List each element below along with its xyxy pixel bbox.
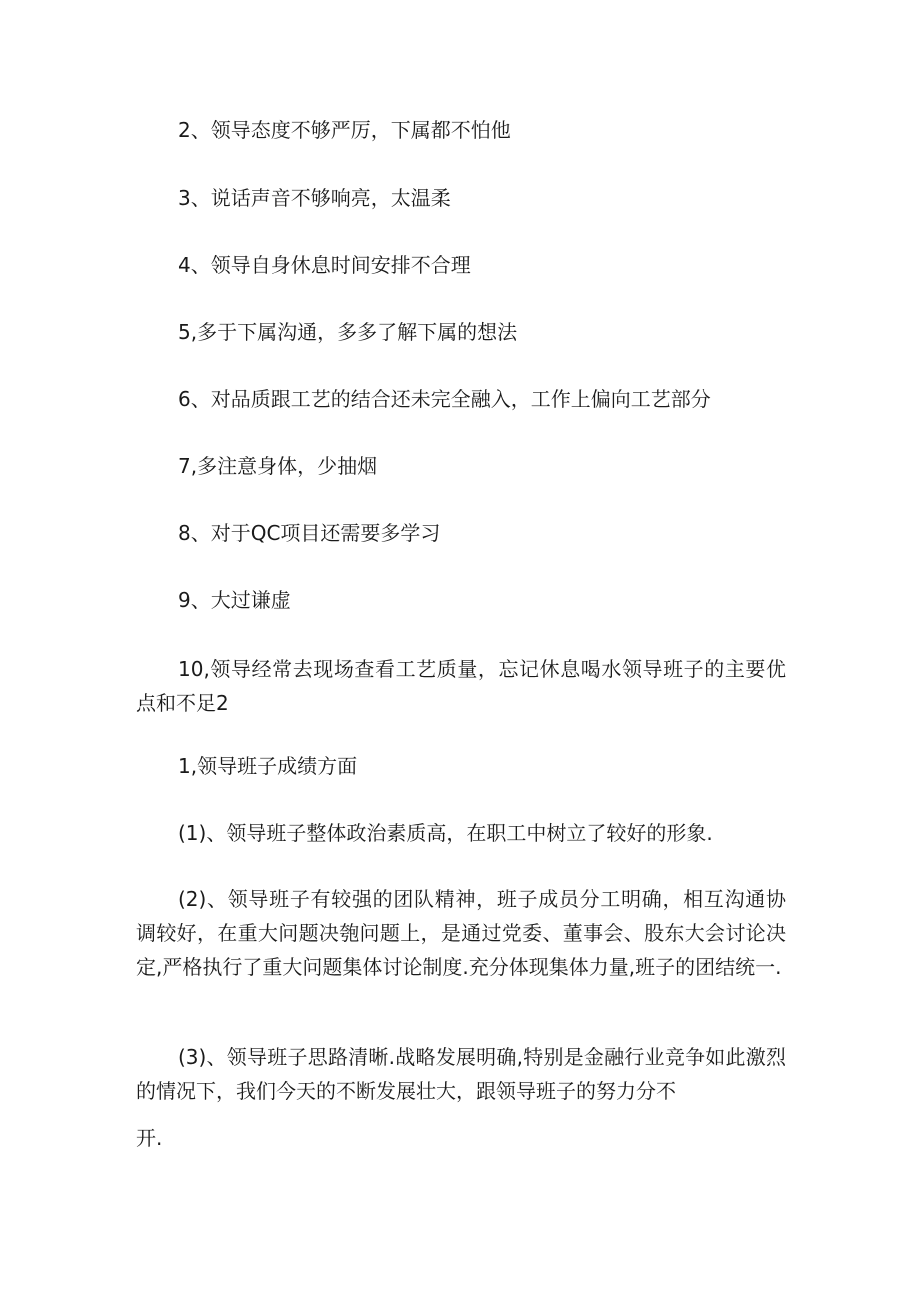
list-item-8: 8、对于QC项目还需要多学习: [178, 521, 441, 545]
list-item-7: 7,多注意身体，少抽烟: [178, 454, 378, 478]
list-item-3: 3、说话声音不够响亮，太温柔: [178, 186, 451, 210]
sub-item-1: (1)、领导班子整体政治素质高，在职工中树立了较好的形象.: [178, 821, 713, 845]
sub-item-3: (3)、领导班子思路清晰.战略发展明确,特别是金融行业竞争如此激烈的情况下，我们今天的不断发展壮大，跟领导班子的努力分不: [136, 1045, 786, 1103]
paragraph-10: 10,领导经常去现场查看工艺质量，忘记休息喝水领导班子的主要优点和不足2: [136, 657, 786, 715]
list-item-2: 2、领导态度不够严厉，下属都不怕他: [178, 118, 511, 142]
sub-item-2: (2)、领导班子有较强的团队精神，班子成员分工明确，相互沟通协调较好，在重大问题决匏问题上，是通过党委、董事会、股东大会讨论决定,严格执行了重大问题集体讨论制度.充分体现集体力量,班子的团结统一.: [136, 887, 786, 979]
list-item-5: 5,多于下属沟通，多多了解下属的想法: [178, 320, 518, 344]
tail-text: 开.: [136, 1126, 163, 1150]
list-item-9: 9、大过谦虚: [178, 588, 291, 612]
section-heading: 1,领导班子成绩方面: [178, 754, 358, 778]
list-item-4: 4、领导自身休息时间安排不合理: [178, 253, 471, 277]
list-item-6: 6、对品质跟工艺的结合还未完全融入，工作上偏向工艺部分: [178, 387, 711, 411]
